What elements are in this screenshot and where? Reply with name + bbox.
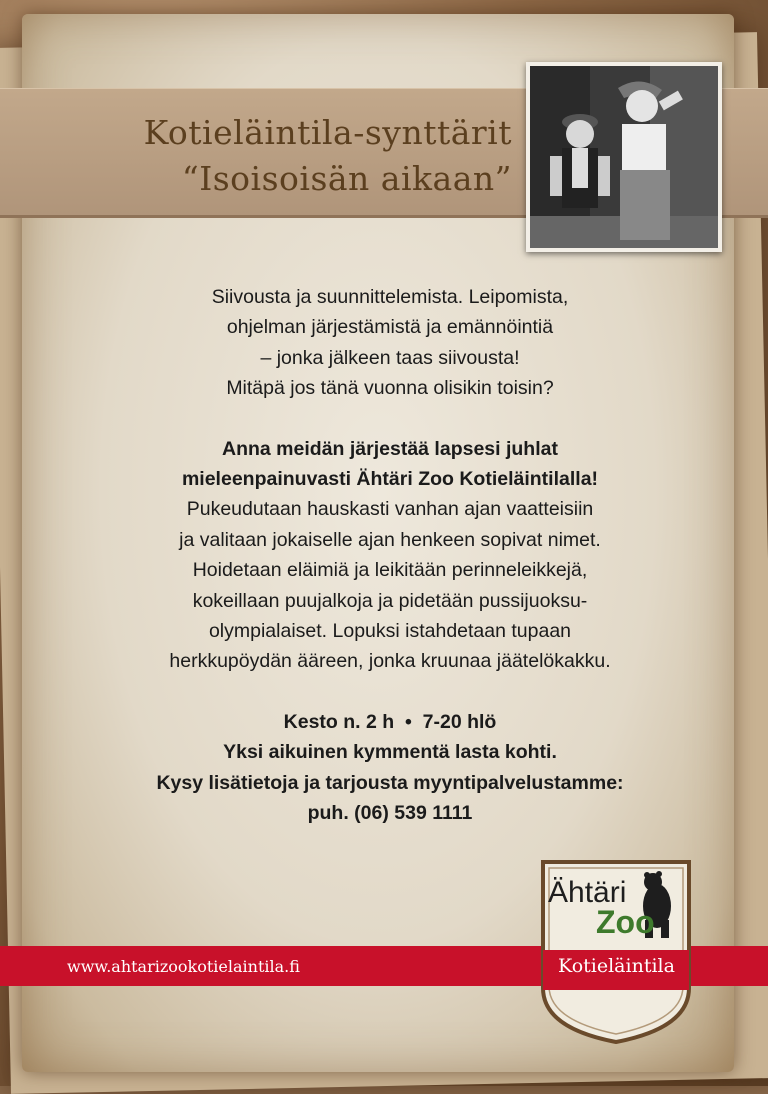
description-line: kokeillaan puujalkoja ja pidetään pussijuoksu- <box>192 589 588 612</box>
description-line: herkkupöydän ääreen, jonka kruunaa jäätelökakku. <box>169 650 611 673</box>
phone-number: puh. (06) 539 1111 <box>307 802 473 825</box>
intro-line: Mitäpä jos tänä vuonna olisikin toisin? <box>226 377 554 400</box>
logo-word-zoo: Zoo <box>596 904 655 940</box>
page-title <box>72 110 512 202</box>
details-line: Yksi aikuinen kymmentä lasta kohti. <box>223 741 557 764</box>
details-line: Kysy lisätietoja ja tarjousta myyntipalvelustamme: <box>156 771 624 794</box>
details-line: Kesto n. 2 h • 7-20 hlö <box>283 710 497 733</box>
highlight-line: mieleenpainuvasti Ähtäri Zoo Kotieläintilalla! <box>181 468 599 491</box>
children-photo <box>526 62 722 252</box>
intro-line: ohjelman järjestämistä ja emännöintiä <box>226 316 554 339</box>
description-line: Pukeudutaan hauskasti vanhan ajan vaatteisiin <box>186 498 594 521</box>
intro-line: Siivousta ja suunnittelemista. Leipomista, <box>211 286 569 308</box>
logo-band-label: Kotieläintila <box>558 955 675 977</box>
title-line-1: Kotieläintila-synttärit <box>143 113 512 152</box>
intro-line: – jonka jälkeen taas siivousta! <box>260 346 520 369</box>
logo-word-ahtari: Ähtäri <box>548 876 627 909</box>
description-line: ja valitaan jokaiselle ajan henkeen sopivat nimet. <box>179 528 601 551</box>
description-line: olympialaiset. Lopuksi istahdetaan tupaan <box>208 620 572 643</box>
title-line-2: “Isoisoisän aikaan” <box>181 159 512 198</box>
highlight-line: Anna meidän järjestää lapsesi juhlat <box>222 437 558 460</box>
website-link[interactable]: www.ahtarizookotielaintila.fi <box>67 957 300 976</box>
description-line: Hoidetaan eläimiä ja leikitään perinneleikkejä, <box>192 559 588 582</box>
body-text <box>60 282 720 829</box>
